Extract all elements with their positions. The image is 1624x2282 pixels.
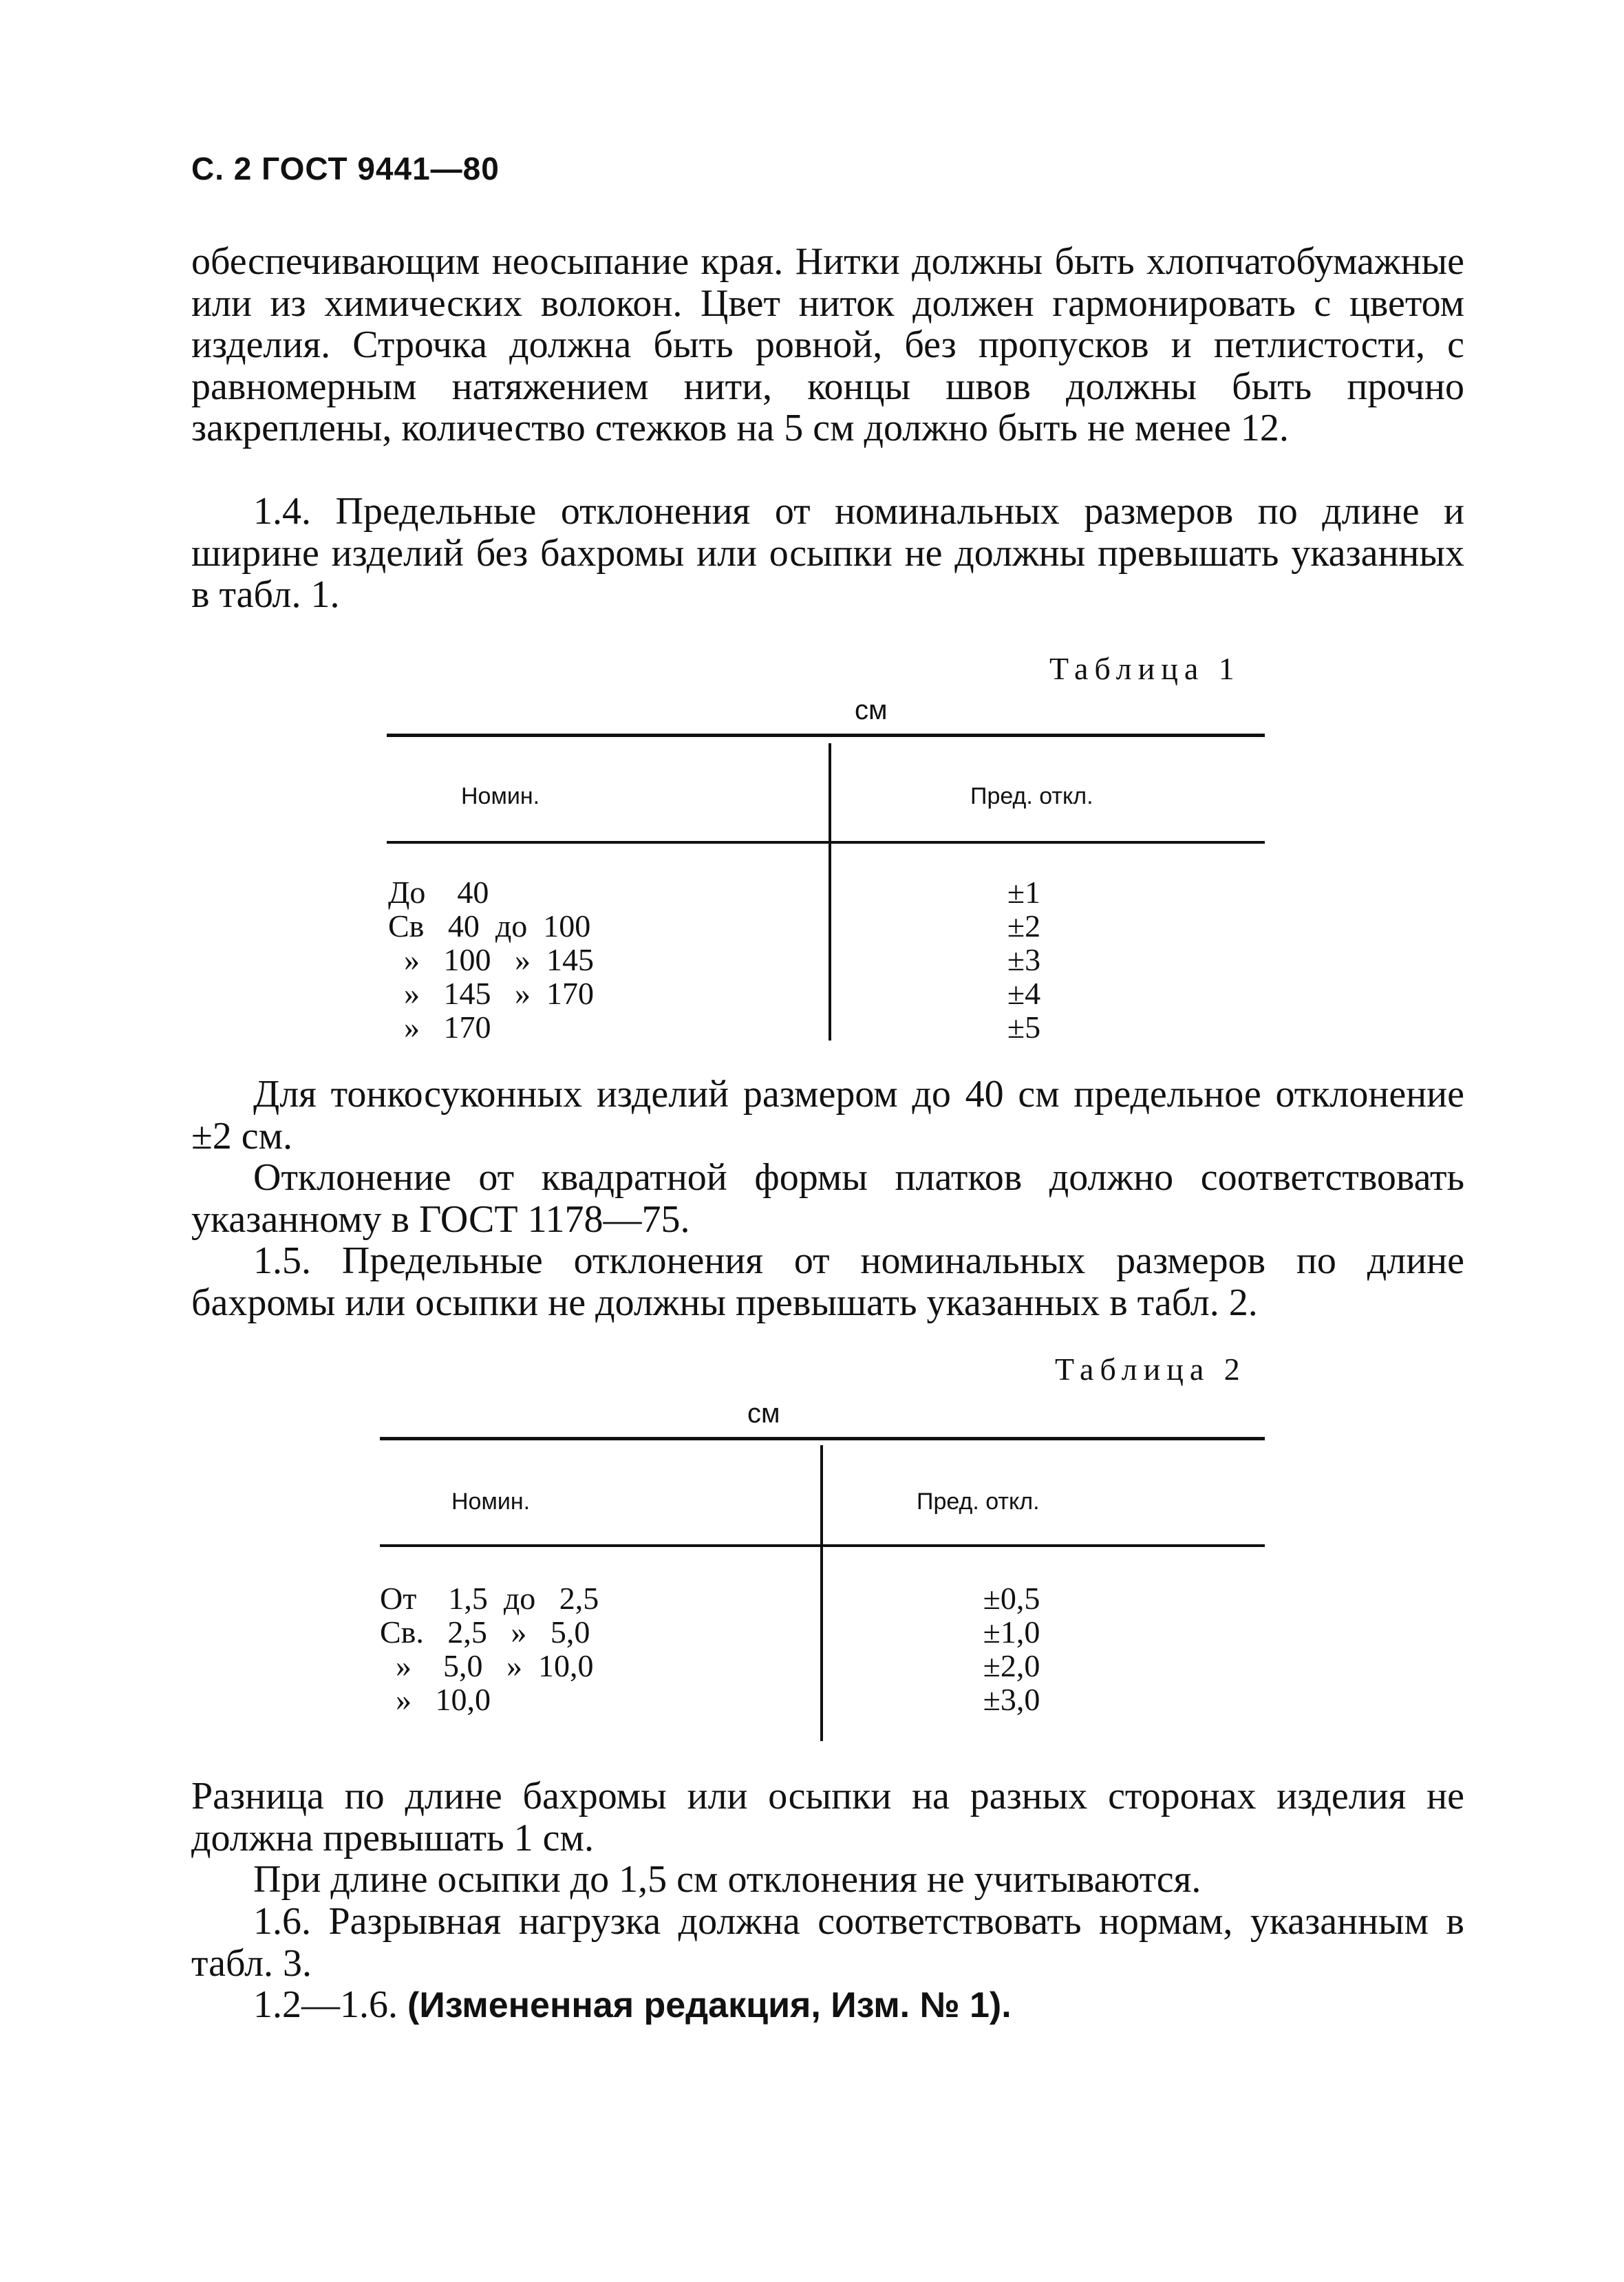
paragraph-amendment [191, 1984, 1464, 2027]
amendment-range: 1.2—1.6. [253, 1983, 407, 2026]
paragraph-fine-cloth: Для тонкосуконных изделий размером до 40 см предельное отклонение ±2 см. [191, 1073, 1464, 1158]
table-1-column-divider [829, 743, 831, 1041]
paragraph-seams: обеспечивающим неосыпание края. Нитки должны быть хлопчатобумажные или из химических волокон. Цвет ниток должен гармонировать с цветом изделия. Строчка должна быть ровной, без пропусков и петлистости, с равномерным натяжением нити, концы швов должны быть прочно закреплены, количество стежков на 5 см должно быть не менее 12. [191, 240, 1464, 449]
table-1-caption: Таблица 1 [1049, 651, 1241, 686]
paragraph-1-4: 1.4. Предельные отклонения от номинальных размеров по длине и ширине изделий без бахромы или осыпки не должны превышать указанных в табл. 1. [191, 490, 1464, 616]
table-1-deviation-values: ±1 ±2 ±3 ±4 ±5 [1007, 875, 1041, 1045]
paragraph-1-5: 1.5. Предельные отклонения от номинальных размеров по длине бахромы или осыпки не должны превышать указанных в табл. 2. [191, 1239, 1464, 1324]
table-1-header-deviation: Пред. откл. [970, 783, 1093, 809]
table-2-deviation-values: ±0,5 ±1,0 ±2,0 ±3,0 [983, 1581, 1040, 1717]
table-2-top-rule [380, 1437, 1265, 1440]
amendment-note: (Измененная редакция, Изм. № 1). [407, 1985, 1012, 2025]
paragraph-1-6: 1.6. Разрывная нагрузка должна соответствовать нормам, указанным в табл. 3. [191, 1900, 1464, 1985]
table-2-header-nomin: Номин. [451, 1489, 531, 1515]
table-1-top-rule [387, 734, 1265, 737]
table-1-header-rule [387, 841, 1265, 844]
table-1-nomin-values: До 40 Св 40 до 100 » 100 » 145 » 145 » 170 » 170 [388, 875, 594, 1045]
table-2-header-rule [380, 1544, 1265, 1547]
table-2-column-divider [820, 1445, 823, 1741]
table-2-units: см [747, 1398, 780, 1429]
page-header: С. 2 ГОСТ 9441—80 [191, 151, 500, 186]
paragraph-square-form: Отклонение от квадратной формы платков должно соответствовать указанному в ГОСТ 1178—75. [191, 1156, 1464, 1241]
table-2-nomin-values: От 1,5 до 2,5 Св. 2,5 » 5,0 » 5,0 » 10,0 » 10,0 [380, 1581, 599, 1717]
table-1-units: см [855, 695, 888, 725]
table-2-header-deviation: Пред. откл. [917, 1489, 1040, 1515]
table-1-header-nomin: Номин. [461, 783, 540, 809]
paragraph-short-fringe: При длине осыпки до 1,5 см отклонения не учитываются. [253, 1858, 1201, 1901]
table-2-caption: Таблица 2 [1055, 1352, 1246, 1387]
paragraph-fringe-difference: Разница по длине бахромы или осыпки на разных сторонах изделия не должна превышать 1 см. [191, 1775, 1464, 1859]
